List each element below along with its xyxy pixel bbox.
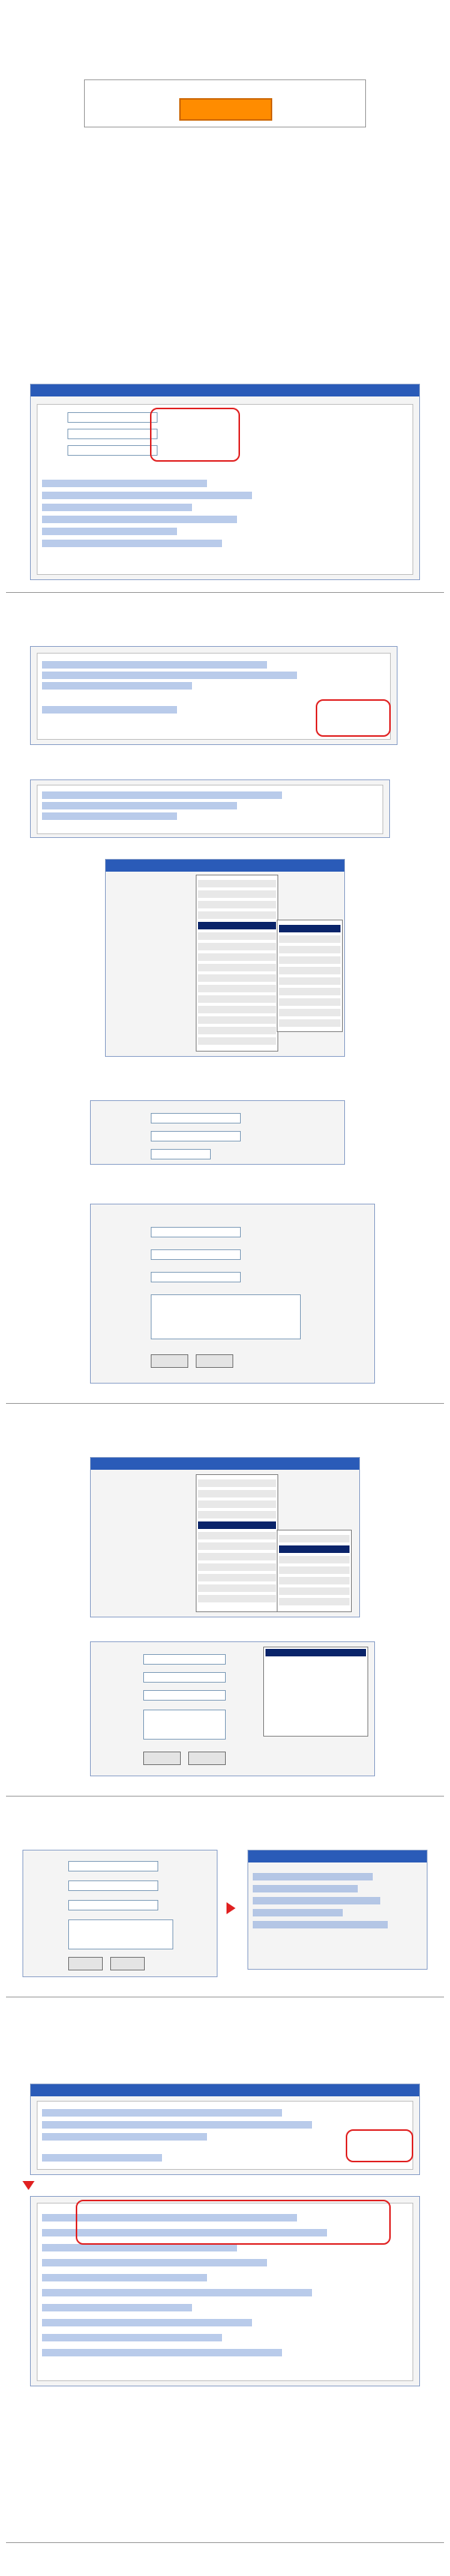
step2-instructions-a (18, 612, 438, 642)
divider (6, 1796, 444, 1797)
code-line (42, 2334, 222, 2341)
step4-title (6, 2003, 444, 2015)
submenu-item[interactable] (279, 1535, 350, 1542)
arrow-icon (226, 1902, 236, 1914)
step3-title (6, 1802, 444, 1814)
submenu-item[interactable] (279, 998, 340, 1006)
form-submenu[interactable] (277, 1530, 352, 1612)
submenu-item[interactable] (279, 977, 340, 985)
intro-text (6, 57, 444, 78)
submenu-item[interactable] (279, 1587, 350, 1595)
page-title (6, 42, 444, 54)
code-line (42, 2274, 207, 2281)
window-titlebar (248, 1850, 427, 1862)
form-field (151, 1249, 241, 1260)
code-line (42, 2244, 237, 2251)
menu-item[interactable] (198, 1500, 276, 1508)
frontpage-instructions-b (18, 1623, 438, 1637)
divider (6, 592, 444, 593)
arrow-icon (22, 2181, 34, 2190)
step2-textarea-screenshot (90, 1204, 375, 1384)
usage-note (6, 132, 156, 142)
submit-button[interactable] (151, 1354, 188, 1368)
submenu-item-textfield[interactable] (279, 925, 340, 932)
step1-title (6, 147, 444, 159)
menu-item[interactable] (198, 880, 276, 887)
menu-item[interactable] (198, 974, 276, 982)
code-line (42, 516, 237, 523)
code-line (42, 802, 237, 809)
reset-button[interactable] (110, 1957, 145, 1970)
code-line (42, 2133, 207, 2141)
frontpage-menu-screenshot (90, 1457, 360, 1617)
step1-screenshot (30, 384, 420, 580)
form-submenu[interactable] (277, 920, 343, 1032)
code-line (42, 2319, 252, 2326)
form-field (151, 1227, 241, 1237)
frontpage-title (6, 1409, 444, 1421)
code-panel (37, 404, 413, 575)
submenu-item[interactable] (279, 956, 340, 964)
highlight-ring (316, 699, 391, 737)
menu-item[interactable] (198, 1542, 276, 1550)
step2-instructions-d (18, 1063, 438, 1094)
code-line (42, 540, 222, 547)
step2-instructions-e (18, 1171, 438, 1201)
menu-item[interactable] (198, 932, 276, 940)
step4-instructions (18, 2016, 438, 2076)
menu-item[interactable] (198, 890, 276, 898)
form-field (68, 429, 158, 439)
menu-item-form[interactable] (198, 922, 276, 929)
step2-form-screenshot (90, 1100, 345, 1165)
menu-item[interactable] (198, 911, 276, 919)
step3-instructions (18, 1815, 438, 1845)
menu-item[interactable] (198, 1553, 276, 1560)
step2-menu-screenshot (105, 859, 345, 1057)
menu-item[interactable] (198, 1037, 276, 1045)
submit-button[interactable] (68, 1957, 103, 1970)
insert-menu[interactable] (196, 875, 278, 1052)
code-line (42, 2154, 162, 2162)
result-line (253, 1873, 373, 1880)
textarea-field (68, 1919, 173, 1949)
menu-item[interactable] (198, 985, 276, 992)
insert-menu[interactable] (196, 1474, 278, 1612)
code-line (42, 2289, 312, 2296)
step1-instructions (18, 160, 438, 378)
step4-code-screenshot-a (30, 2084, 420, 2175)
submit-button[interactable] (143, 1752, 181, 1765)
code-line (42, 2121, 312, 2129)
form-field (68, 445, 158, 456)
submenu-item[interactable] (279, 1009, 340, 1016)
textarea-field (151, 1294, 301, 1339)
step2-code-screenshot-a (30, 646, 398, 745)
form-field (151, 1131, 241, 1141)
result-line (253, 1897, 380, 1904)
submenu-item[interactable] (279, 935, 340, 943)
menu-item[interactable] (198, 1574, 276, 1581)
code-line (42, 706, 177, 714)
menu-item[interactable] (198, 1563, 276, 1571)
promo-button[interactable] (179, 98, 272, 121)
properties-dialog (263, 1647, 368, 1737)
top-links[interactable] (0, 6, 450, 18)
form-field (143, 1690, 226, 1701)
code-line (42, 812, 177, 820)
menu-item[interactable] (198, 1584, 276, 1592)
frontpage-instructions-a (18, 1423, 438, 1453)
promo-text (85, 83, 367, 94)
code-line (42, 2304, 192, 2311)
window-titlebar (91, 1458, 359, 1470)
highlight-ring (76, 2200, 391, 2245)
frontpage-form-screenshot (90, 1641, 375, 1776)
window-titlebar (31, 384, 419, 396)
submenu-item[interactable] (279, 1598, 350, 1605)
menu-item[interactable] (198, 995, 276, 1003)
submenu-item[interactable] (279, 1556, 350, 1563)
code-line (42, 2109, 282, 2117)
code-line (42, 528, 177, 535)
code-line (42, 504, 192, 511)
divider (6, 2542, 444, 2543)
menu-item[interactable] (198, 1016, 276, 1024)
divider (6, 1403, 444, 1404)
top-bar (6, 30, 444, 40)
menu-item-form[interactable] (198, 1521, 276, 1529)
form-field (143, 1672, 226, 1683)
submenu-item-textfield[interactable] (279, 1545, 350, 1553)
code-panel (37, 785, 383, 834)
code-line (42, 492, 252, 499)
menu-item[interactable] (198, 901, 276, 908)
window-titlebar (106, 860, 344, 872)
code-line (42, 2349, 282, 2356)
step2-code-screenshot-b (30, 779, 390, 838)
menu-item[interactable] (198, 943, 276, 950)
reset-button[interactable] (196, 1354, 233, 1368)
menu-item[interactable] (198, 1532, 276, 1539)
code-line (42, 2259, 267, 2266)
footer (0, 2560, 450, 2572)
menu-item[interactable] (198, 953, 276, 961)
form-field (151, 1113, 241, 1123)
submenu-item[interactable] (279, 1019, 340, 1027)
form-field (143, 1654, 226, 1665)
promo-box (84, 79, 366, 127)
form-field (68, 1861, 158, 1871)
step2-instructions-c (18, 844, 438, 856)
highlight-ring (150, 408, 240, 462)
window-titlebar (31, 2084, 419, 2096)
code-line (42, 682, 192, 690)
submenu-item[interactable] (279, 1577, 350, 1584)
menu-item[interactable] (198, 1479, 276, 1487)
code-line (42, 791, 282, 799)
menu-item[interactable] (198, 1595, 276, 1602)
code-line (42, 672, 297, 679)
form-field (151, 1272, 241, 1282)
step2-instructions-b (18, 754, 438, 775)
step4-code-screenshot-b (30, 2196, 420, 2386)
submenu-item[interactable] (279, 1566, 350, 1574)
code-line (42, 661, 267, 669)
submenu-item[interactable] (279, 946, 340, 953)
form-field (151, 1149, 211, 1159)
submenu-item[interactable] (279, 967, 340, 974)
menu-item[interactable] (198, 1511, 276, 1518)
menu-item[interactable] (198, 964, 276, 971)
step3-result-screenshot (248, 1850, 428, 1970)
dialog-titlebar (266, 1649, 366, 1656)
result-line (253, 1885, 358, 1892)
result-line (253, 1921, 388, 1928)
step2-title (6, 598, 444, 610)
reset-button[interactable] (188, 1752, 226, 1765)
highlight-ring (346, 2129, 413, 2162)
step3-form-screenshot (22, 1850, 218, 1977)
form-field (68, 412, 158, 423)
code-line (42, 480, 207, 487)
textarea-field (143, 1710, 226, 1740)
form-field (68, 1900, 158, 1910)
menu-item[interactable] (198, 1027, 276, 1034)
submenu-item[interactable] (279, 988, 340, 995)
menu-item[interactable] (198, 1490, 276, 1497)
result-line (253, 1909, 343, 1916)
form-field (68, 1880, 158, 1891)
menu-item[interactable] (198, 1006, 276, 1013)
